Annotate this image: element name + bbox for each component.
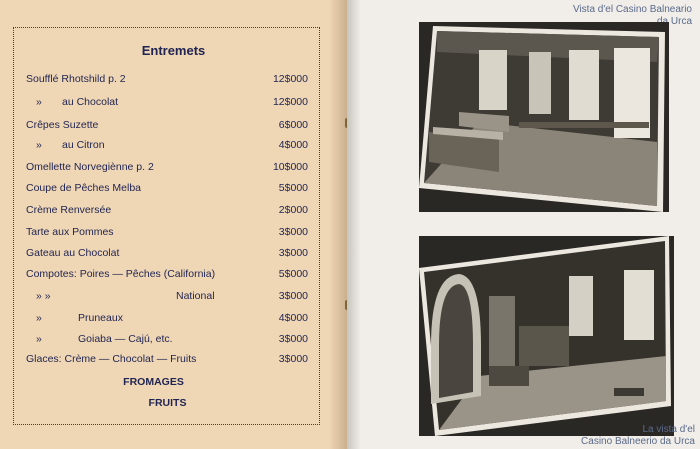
menu-item-name: Gateau au Chocolat [26,247,120,259]
menu-item-price: 5$000 [278,268,308,280]
menu-item-price: 3$000 [278,226,308,238]
menu-item [26,226,308,242]
ditto-mark: » » [36,290,51,302]
menu-item-name: au Citron [62,139,105,151]
menu-item-name: Soufflé Rhotshild p. 2 [26,73,126,85]
photo-casino-interior-bottom [419,236,674,436]
menu-item-name: au Chocolat [62,96,119,108]
menu-item-name: Crêpes Suzette [26,119,99,131]
photo-casino-interior-top [419,22,669,212]
ditto-mark: » [36,96,42,108]
left-page [0,0,347,449]
menu-item-name: National [176,290,215,302]
menu-item-price: 5$000 [278,182,308,194]
menu-title: Entremets [141,43,206,58]
menu-item-name: Goiaba — Cajú, etc. [78,333,173,345]
menu-item-name: Tarte aux Pommes [26,226,114,238]
caption-top-line1: Vista d'el Casino Balneario [572,4,692,15]
menu-item [26,353,308,369]
menu-item-price: 12$000 [272,96,308,108]
menu-item [26,333,308,349]
caption-bottom-line2: Casino Balneerio da Urca [581,436,695,447]
menu-item-name: Glaces: Crème — Chocolat — Fruits [26,353,197,365]
caption-top-line2: da Urca [656,16,692,27]
menu-item-price: 12$000 [272,73,308,85]
menu-item [26,247,308,263]
menu-item-price: 3$000 [278,247,308,259]
menu-item-price: 3$000 [278,333,308,345]
ditto-mark: » [36,139,42,151]
menu-item [26,312,308,328]
menu-item-price: 6$000 [278,119,308,131]
ditto-mark: » [36,312,42,324]
menu-item-name: Omellette Norvegiènne p. 2 [26,161,154,173]
menu-item [26,268,308,284]
caption-bottom [467,424,695,448]
menu-item-price: 3$000 [278,290,308,302]
menu-item-name: Crème Renversée [26,204,112,216]
menu-item [26,96,308,112]
menu-item-name: Compotes: Poires — Pêches (California) [26,268,216,280]
menu-item-price: 4$000 [278,312,308,324]
menu-item [26,161,308,177]
menu-item-name: Pruneaux [78,312,123,324]
menu-item [26,290,308,306]
menu-item-name: Coupe de Pêches Melba [26,182,141,194]
menu-item [26,204,308,220]
menu-item [26,73,308,89]
menu-item-price: 4$000 [278,139,308,151]
menu-item [26,139,308,155]
ditto-mark: » [36,333,42,345]
menu-item [26,182,308,198]
menu-item-price: 2$000 [278,204,308,216]
fromages-heading: FROMAGES [123,376,184,388]
fruits-heading: FRUITS [148,397,187,409]
menu-item-price: 3$000 [278,353,308,365]
menu-item [26,119,308,135]
menu-item-price: 10$000 [272,161,308,173]
right-page [347,0,700,449]
caption-bottom-line1: La vista d'el [642,424,695,435]
